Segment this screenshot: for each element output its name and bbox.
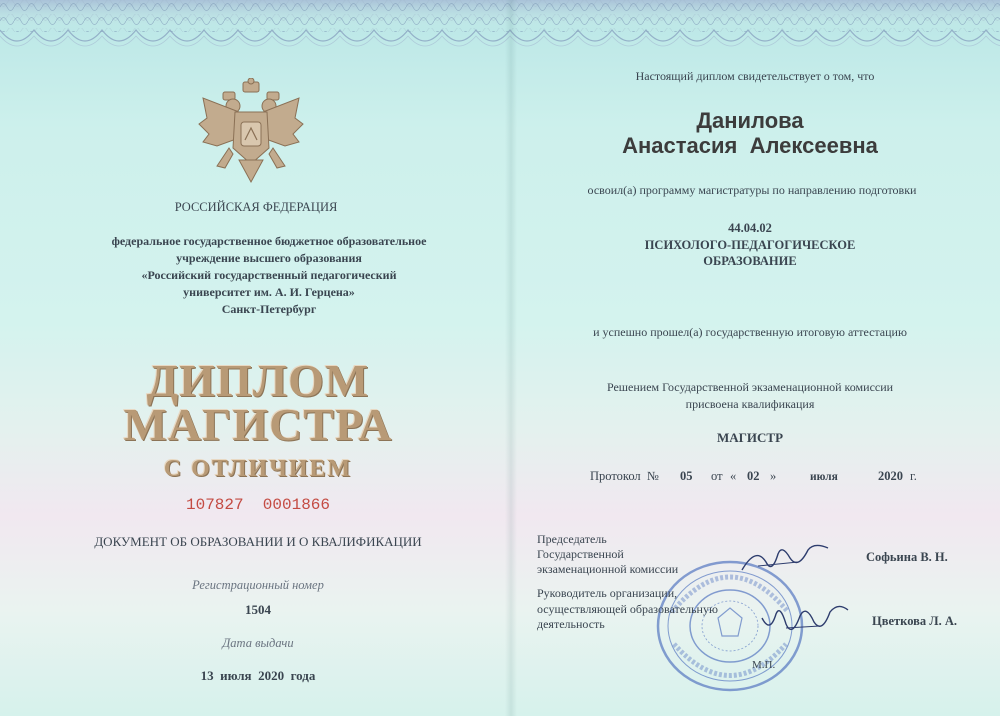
year-suffix: г. bbox=[910, 469, 917, 483]
protocol-number: 05 bbox=[680, 469, 693, 483]
head-title-line-2: осуществляющей образовательную bbox=[537, 602, 718, 616]
diploma-title: ДИПЛОМ bbox=[146, 355, 370, 406]
protocol-year: 2020 bbox=[878, 469, 903, 483]
graduate-surname: Данилова bbox=[696, 108, 804, 133]
diploma-degree: МАГИСТРА bbox=[123, 399, 393, 450]
issue-date-label: Дата выдачи bbox=[222, 636, 294, 650]
issue-date-value: 13 июля 2020 года bbox=[200, 668, 316, 683]
institution-line-3: «Российский государственный педагогический bbox=[141, 268, 397, 282]
qualification: МАГИСТР bbox=[716, 430, 784, 445]
stamp-mark: М.П. bbox=[752, 659, 776, 671]
program-text: освоил(а) программу магистратуры по направлению подготовки bbox=[587, 183, 917, 197]
serial-number: 107827 0001866 bbox=[185, 496, 331, 514]
program-name-line-1: ПСИХОЛОГО-ПЕДАГОГИЧЕСКОЕ bbox=[644, 238, 856, 252]
registration-number: 1504 bbox=[245, 602, 271, 617]
chair-signature-icon bbox=[738, 540, 834, 578]
program-name-line-2: ОБРАЗОВАНИЕ bbox=[703, 254, 797, 268]
decision-line-1: Решением Государственной экзаменационной комиссии bbox=[606, 380, 894, 394]
chair-title-line-2: Государственной bbox=[537, 547, 624, 561]
protocol-month: июля bbox=[810, 471, 838, 483]
center-fold bbox=[505, 0, 517, 716]
coat-of-arms-icon bbox=[195, 78, 307, 188]
graduate-given-names: Анастасия Алексеевна bbox=[622, 133, 878, 158]
honors-subtitle: С ОТЛИЧИЕМ bbox=[163, 456, 353, 482]
guilloche-border bbox=[0, 0, 1000, 62]
institution-line-2: учреждение высшего образования bbox=[176, 251, 362, 265]
head-title-line-1: Руководитель организации, bbox=[537, 586, 678, 600]
institution-line-1: федеральное государственное бюджетное образовательное bbox=[111, 234, 427, 248]
registration-label: Регистрационный номер bbox=[192, 578, 324, 592]
country-name: РОССИЙСКАЯ ФЕДЕРАЦИЯ bbox=[174, 200, 338, 214]
intro-text: Настоящий диплом свидетельствует о том, что bbox=[635, 69, 875, 83]
program-code: 44.04.02 bbox=[728, 221, 772, 235]
chair-name: Софьина В. Н. bbox=[866, 550, 948, 564]
decision-line-2: присвоена квалификация bbox=[685, 397, 815, 411]
head-signature-icon bbox=[756, 598, 852, 640]
protocol-from-label: от bbox=[711, 469, 723, 483]
protocol-label: Протокол № bbox=[590, 469, 659, 483]
document-type: ДОКУМЕНТ ОБ ОБРАЗОВАНИИ И О КВАЛИФИКАЦИИ bbox=[94, 534, 422, 549]
protocol-day: 02 bbox=[747, 469, 760, 483]
exam-text: и успешно прошел(а) государственную итоговую аттестацию bbox=[593, 325, 907, 339]
head-name: Цветкова Л. А. bbox=[872, 614, 957, 628]
institution-line-4: университет им. А. И. Герцена» bbox=[183, 285, 355, 299]
chair-title-line-3: экзаменационной комиссии bbox=[537, 562, 679, 576]
quote-open: « bbox=[730, 469, 737, 483]
institution-city: Санкт-Петербург bbox=[221, 302, 317, 316]
quote-close: » bbox=[770, 469, 777, 483]
chair-title-line-1: Председатель bbox=[537, 532, 607, 546]
head-title-line-3: деятельность bbox=[537, 617, 605, 631]
